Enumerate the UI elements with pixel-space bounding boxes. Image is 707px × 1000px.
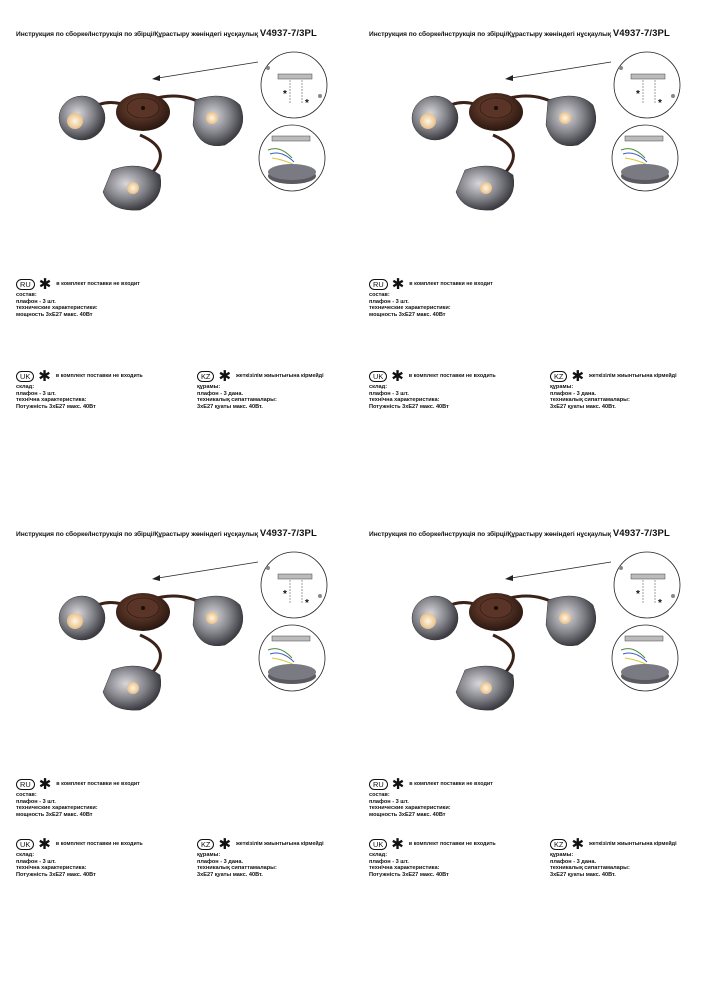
ru-line-1: состав:: [369, 792, 390, 798]
uk-line-4: Потужність 3хЕ27 макс. 40Вт: [369, 403, 449, 410]
instruction-panel-4: [353, 500, 706, 1000]
ru-line-3: технические характеристики:: [16, 305, 98, 312]
ru-line-4: мощность 3хЕ27 макс. 40Вт: [16, 311, 93, 318]
kz-line-3: техникалық сипаттамалары:: [197, 397, 277, 404]
mounting-bracket-icon: [614, 52, 680, 118]
star-icon: ✱: [391, 368, 404, 385]
ru-line-4: мощность 3хЕ27 макс. 40Вт: [369, 311, 446, 318]
uk-section: [16, 838, 143, 878]
star-icon: ✱: [571, 368, 585, 385]
arrow-icon: [152, 62, 258, 81]
star-icon: ✱: [38, 368, 51, 385]
instruction-panel-1: [0, 0, 353, 500]
kz-line-3: техникалық сипаттамалары:: [550, 865, 630, 872]
uk-note: в комплект поставки не входить: [408, 372, 496, 379]
kz-badge: KZ: [550, 839, 567, 850]
kz-badge: KZ: [550, 371, 567, 382]
chandelier-illustration: [0, 500, 353, 1000]
mounting-bracket-icon: [614, 552, 680, 618]
kz-line-3: техникалық сипаттамалары:: [197, 865, 277, 872]
kz-note: жеткізілім жиынтығына кірмейді: [589, 840, 677, 847]
kz-line-1: құрамы:: [550, 852, 574, 858]
uk-note: в комплект поставки не входить: [408, 840, 496, 847]
instruction-panel-2: [353, 0, 706, 500]
star-icon: ✱: [218, 368, 232, 385]
ru-line-1: состав:: [369, 292, 390, 298]
star-icon: ✱: [38, 276, 52, 293]
ru-line-2: плафон - 3 шт.: [369, 798, 409, 805]
ru-line-3: технические характеристики:: [16, 805, 98, 812]
uk-badge: UK: [16, 371, 34, 382]
arrow-icon: [505, 62, 611, 81]
uk-line-4: Потужність 3хЕ27 макс. 40Вт: [369, 871, 449, 878]
uk-line-2: плафон - 3 шт.: [16, 858, 56, 865]
uk-line-2: плафон - 3 шт.: [369, 390, 409, 397]
kz-line-4: 3хЕ27 қуаты макс. 40Вт.: [197, 403, 263, 410]
ru-section: [16, 778, 140, 818]
kz-section: [197, 370, 324, 410]
kz-line-2: плафон - 3 дана.: [550, 390, 597, 397]
svg-text:*: *: [305, 98, 309, 109]
ru-section: [369, 778, 493, 818]
star-icon: ✱: [38, 836, 51, 853]
uk-line-1: склад:: [16, 852, 35, 858]
ru-line-3: технические характеристики:: [369, 305, 451, 312]
kz-section: [550, 838, 677, 878]
chandelier-illustration: [353, 0, 706, 500]
ru-line-2: плафон - 3 шт.: [16, 798, 56, 805]
svg-text:*: *: [305, 598, 309, 609]
ru-line-4: мощность 3хЕ27 макс. 40Вт: [16, 811, 93, 818]
kz-line-2: плафон - 3 дана.: [197, 858, 244, 865]
model-number: V4937-7/3PL: [259, 528, 317, 539]
kz-line-1: құрамы:: [550, 384, 574, 390]
chandelier-illustration: [353, 500, 706, 1000]
ru-note: в комплект поставки не входит: [409, 280, 493, 287]
kz-line-4: 3хЕ27 қуаты макс. 40Вт.: [197, 871, 263, 878]
kz-line-4: 3хЕ27 қуаты макс. 40Вт.: [550, 871, 616, 878]
star-icon: ✱: [391, 776, 405, 793]
kz-badge: KZ: [197, 371, 214, 382]
ru-badge: RU: [369, 279, 388, 290]
kz-section: [197, 838, 324, 878]
uk-section: [369, 370, 496, 410]
svg-text:*: *: [658, 98, 662, 109]
star-icon: ✱: [38, 776, 52, 793]
ru-line-4: мощность 3хЕ27 макс. 40Вт: [369, 811, 446, 818]
ru-note: в комплект поставки не входит: [56, 780, 140, 787]
uk-line-2: плафон - 3 шт.: [369, 858, 409, 865]
kz-note: жеткізілім жиынтығына кірмейді: [589, 372, 677, 379]
svg-text:*: *: [658, 598, 662, 609]
arrow-icon: [152, 562, 258, 581]
uk-note: в комплект поставки не входить: [55, 840, 143, 847]
uk-line-3: технічна характеристика:: [16, 397, 87, 404]
uk-line-1: склад:: [16, 384, 35, 390]
wiring-diagram-icon: [259, 125, 325, 191]
uk-section: [369, 838, 496, 878]
kz-line-2: плафон - 3 дана.: [550, 858, 597, 865]
kz-line-4: 3хЕ27 қуаты макс. 40Вт.: [550, 403, 616, 410]
arrow-icon: [505, 562, 611, 581]
kz-section: [550, 370, 677, 410]
model-number: V4937-7/3PL: [612, 528, 670, 539]
uk-line-3: технічна характеристика:: [16, 865, 87, 872]
svg-text:*: *: [636, 589, 640, 600]
ru-badge: RU: [16, 279, 35, 290]
uk-badge: UK: [369, 839, 387, 850]
uk-line-2: плафон - 3 шт.: [16, 390, 56, 397]
uk-line-1: склад:: [369, 384, 388, 390]
uk-badge: UK: [16, 839, 34, 850]
kz-line-1: құрамы:: [197, 852, 221, 858]
svg-text:*: *: [283, 89, 287, 100]
star-icon: ✱: [391, 836, 404, 853]
wiring-diagram-icon: [612, 625, 678, 691]
wiring-diagram-icon: [612, 125, 678, 191]
uk-line-4: Потужність 3хЕ27 макс. 40Вт: [16, 871, 96, 878]
ru-section: [369, 278, 493, 318]
kz-badge: KZ: [197, 839, 214, 850]
uk-badge: UK: [369, 371, 387, 382]
mounting-bracket-icon: [261, 52, 327, 118]
kz-line-1: құрамы:: [197, 384, 221, 390]
kz-line-3: техникалық сипаттамалары:: [550, 397, 630, 404]
uk-line-1: склад:: [369, 852, 388, 858]
title-text: Инструкция по сборке/Інструкція по збірці/Құрастыру жөніндегі нұсқаулық: [369, 31, 612, 38]
ru-line-1: состав:: [16, 292, 37, 298]
uk-note: в комплект поставки не входить: [55, 372, 143, 379]
kz-line-2: плафон - 3 дана.: [197, 390, 244, 397]
uk-line-3: технічна характеристика:: [369, 397, 440, 404]
instruction-panel-3: [0, 500, 353, 1000]
svg-text:*: *: [636, 89, 640, 100]
title-text: Инструкция по сборке/Інструкція по збірці/Құрастыру жөніндегі нұсқаулық: [369, 531, 612, 538]
kz-note: жеткізілім жиынтығына кірмейді: [236, 840, 324, 847]
star-icon: ✱: [218, 836, 232, 853]
star-icon: ✱: [391, 276, 405, 293]
ru-note: в комплект поставки не входит: [409, 780, 493, 787]
ru-badge: RU: [16, 779, 35, 790]
model-number: V4937-7/3PL: [612, 28, 670, 39]
title-text: Инструкция по сборке/Інструкція по збірці/Құрастыру жөніндегі нұсқаулық: [16, 31, 259, 38]
mounting-bracket-icon: [261, 552, 327, 618]
svg-text:*: *: [283, 589, 287, 600]
ru-badge: RU: [369, 779, 388, 790]
ru-line-3: технические характеристики:: [369, 805, 451, 812]
ru-line-1: состав:: [16, 792, 37, 798]
ru-line-2: плафон - 3 шт.: [369, 298, 409, 305]
ru-note: в комплект поставки не входит: [56, 280, 140, 287]
ru-line-2: плафон - 3 шт.: [16, 298, 56, 305]
star-icon: ✱: [571, 836, 585, 853]
wiring-diagram-icon: [259, 625, 325, 691]
uk-line-3: технічна характеристика:: [369, 865, 440, 872]
title-text: Инструкция по сборке/Інструкція по збірці/Құрастыру жөніндегі нұсқаулық: [16, 531, 259, 538]
kz-note: жеткізілім жиынтығына кірмейді: [236, 372, 324, 379]
uk-line-4: Потужність 3хЕ27 макс. 40Вт: [16, 403, 96, 410]
uk-section: [16, 370, 143, 410]
ru-section: [16, 278, 140, 318]
chandelier-illustration: [0, 0, 353, 500]
model-number: V4937-7/3PL: [259, 28, 317, 39]
